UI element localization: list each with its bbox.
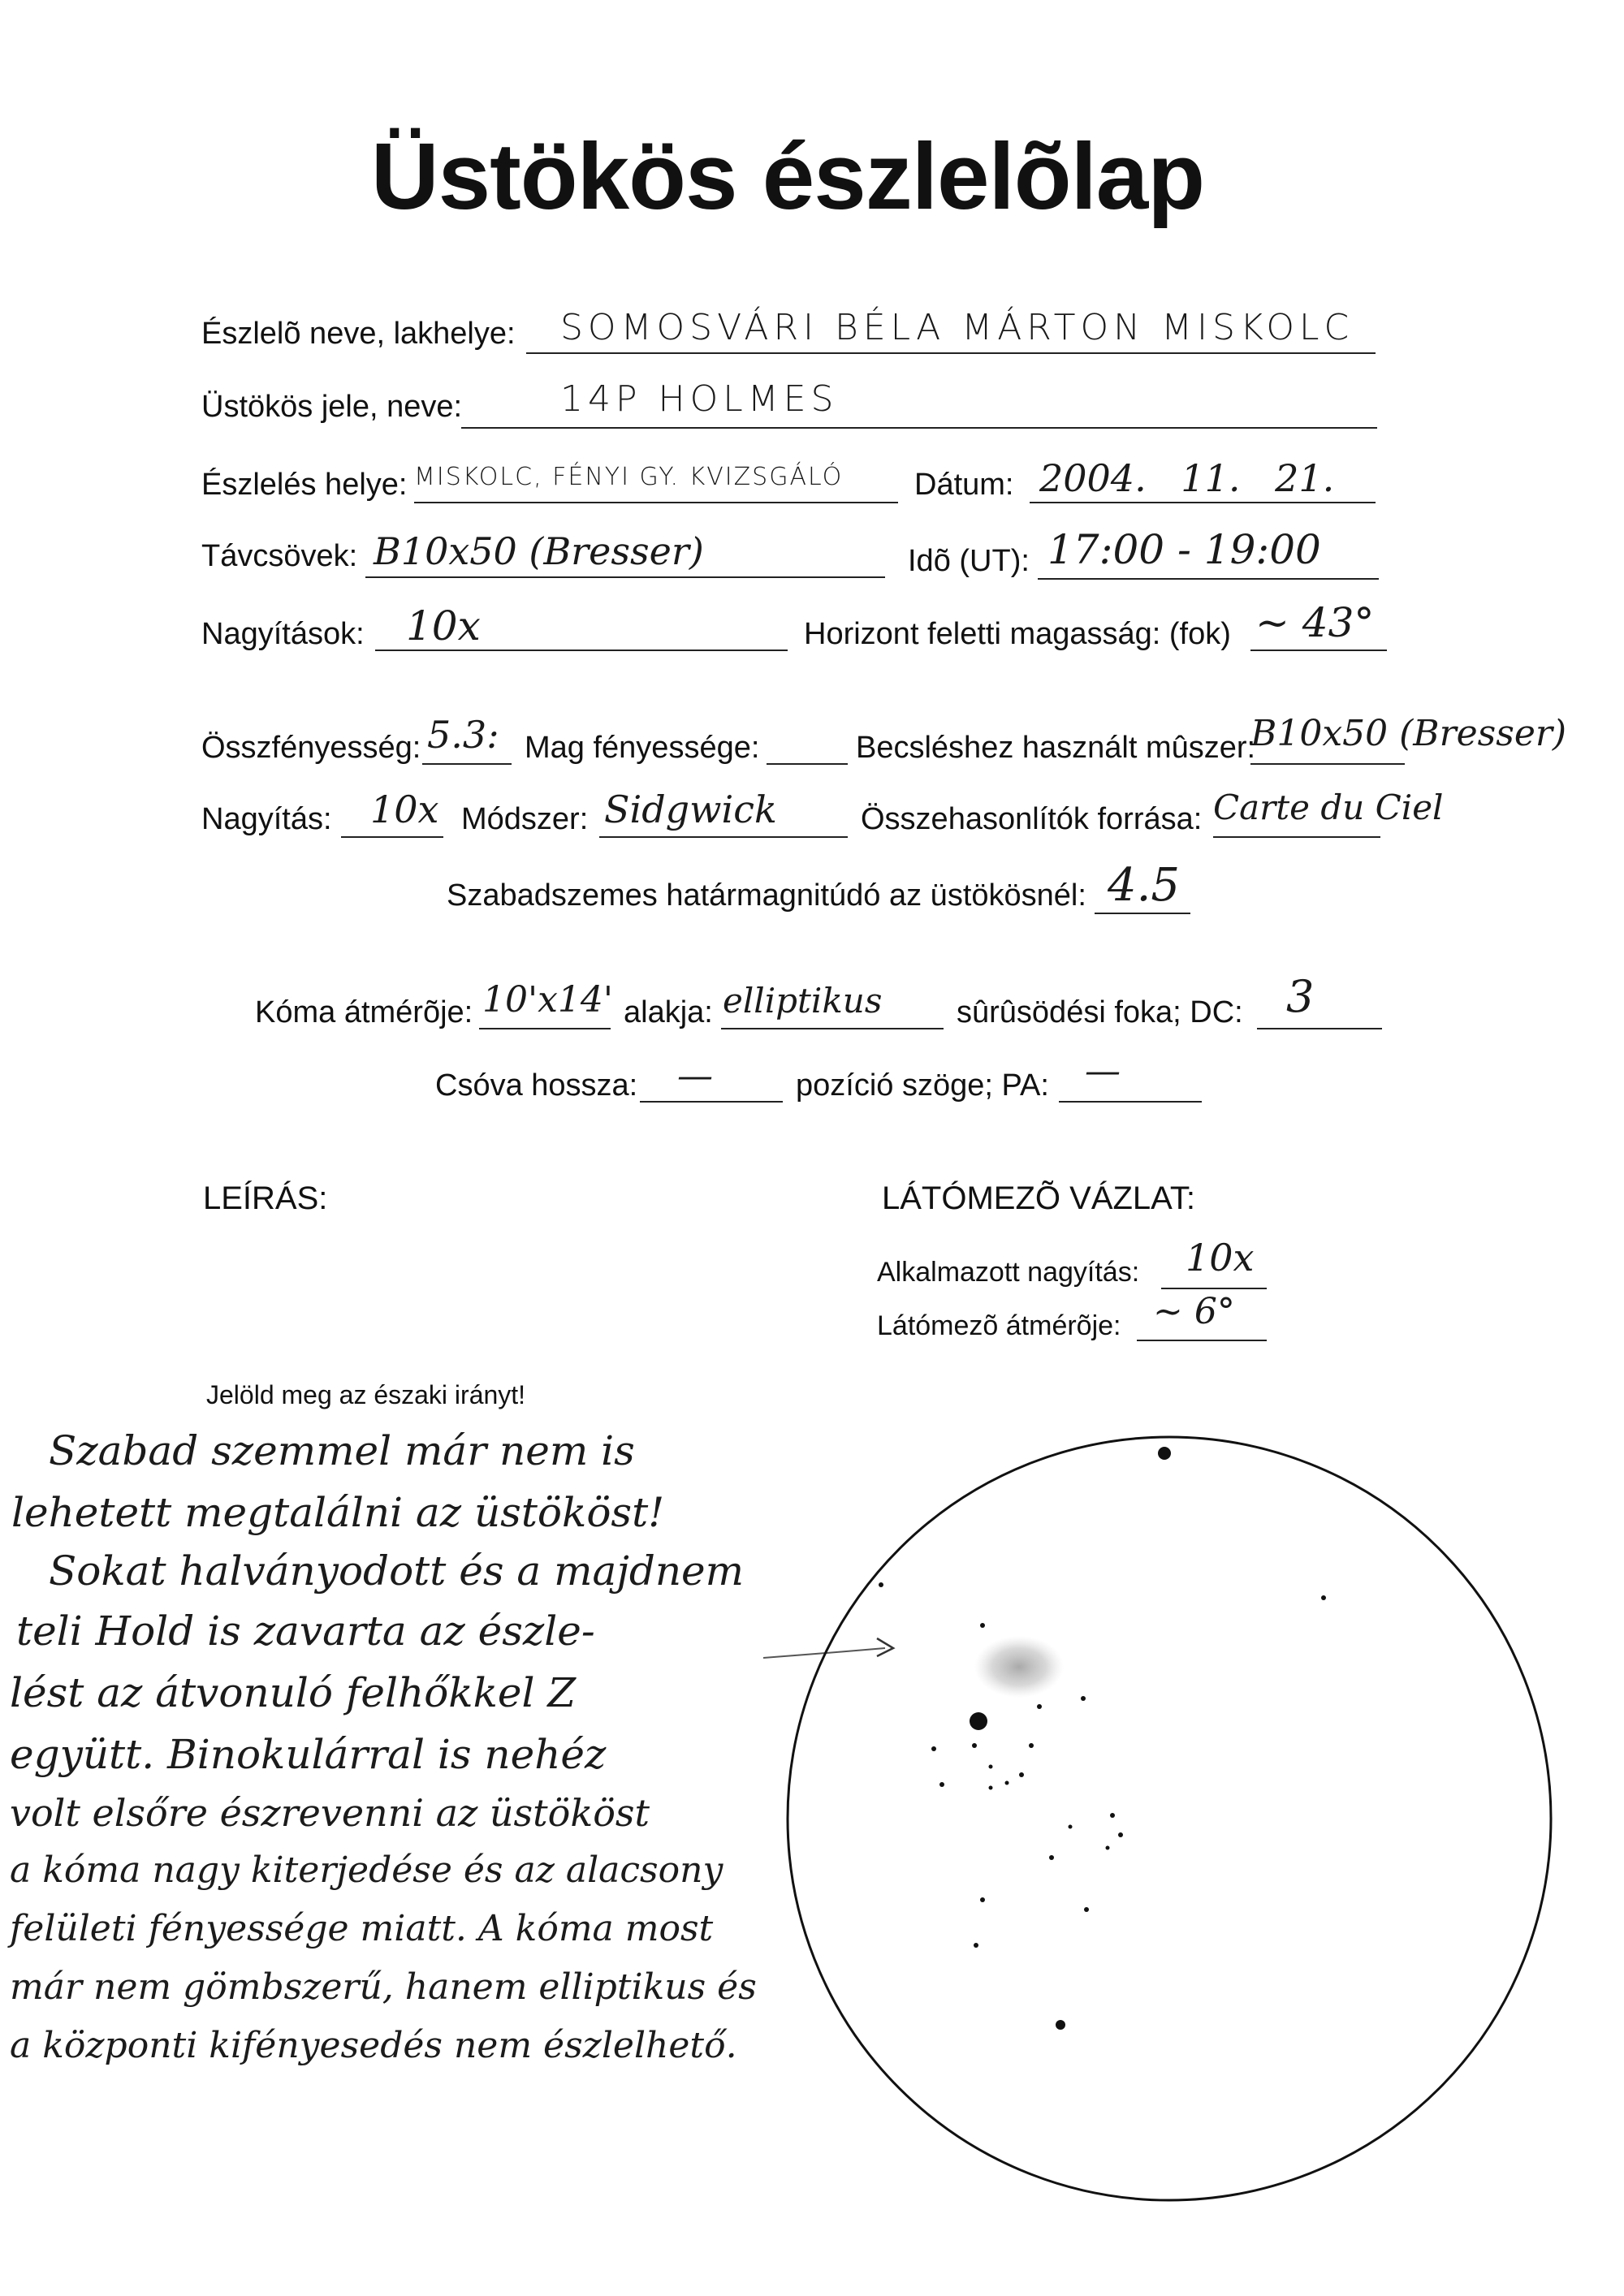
coma-value: 10'x14' bbox=[482, 979, 613, 1021]
observer-value: SOMOSVÁRI BÉLA MÁRTON MISKOLC bbox=[560, 307, 1354, 348]
comp-label: Összehasonlítók forrása: bbox=[861, 802, 1203, 836]
star bbox=[1118, 1832, 1123, 1837]
star bbox=[980, 1897, 985, 1902]
comet-value: 14P HOLMES bbox=[560, 378, 839, 420]
star bbox=[989, 1786, 993, 1790]
telescopes-value: B10x50 (Bresser) bbox=[374, 529, 704, 573]
sketch-magnif-label: Alkalmazott nagyítás: bbox=[877, 1257, 1140, 1288]
observer-label: Észlelõ neve, lakhelye: bbox=[201, 317, 516, 351]
core-mag-line bbox=[767, 763, 848, 765]
mag2-label: Nagyítás: bbox=[201, 802, 332, 836]
pa-value: — bbox=[1085, 1051, 1121, 1092]
sketch-magnif-line bbox=[1161, 1288, 1267, 1289]
time-line bbox=[1038, 578, 1379, 580]
method-line bbox=[599, 836, 848, 838]
star bbox=[989, 1765, 993, 1769]
site-line bbox=[414, 502, 898, 503]
magnif-line bbox=[375, 650, 788, 651]
description-line: már nem gömbszerű, hanem elliptikus és bbox=[10, 1966, 757, 2008]
description-line: volt elsőre észrevenni az üstököst bbox=[10, 1791, 650, 1835]
mag2-line bbox=[341, 836, 443, 838]
star bbox=[974, 1943, 978, 1948]
star bbox=[1019, 1772, 1024, 1777]
star bbox=[1049, 1855, 1054, 1860]
total-mag-line bbox=[422, 763, 512, 765]
stars bbox=[879, 1447, 1326, 2030]
star bbox=[1056, 2020, 1065, 2030]
star bbox=[972, 1743, 977, 1748]
star bbox=[1110, 1813, 1115, 1818]
description-line: a kóma nagy kiterjedése és az alacsony bbox=[10, 1849, 723, 1891]
pa-label: pozíció szöge; PA: bbox=[796, 1068, 1049, 1103]
total-mag-label: Összfényesség: bbox=[201, 731, 421, 765]
star bbox=[1037, 1704, 1042, 1709]
altitude-line bbox=[1250, 650, 1387, 651]
comet-line bbox=[461, 427, 1377, 429]
field-circle bbox=[788, 1437, 1551, 2200]
sketch-fov-line bbox=[1137, 1340, 1267, 1341]
method-label: Módszer: bbox=[461, 802, 589, 836]
site-label: Észlelés helye: bbox=[201, 468, 408, 502]
description-line: teli Hold is zavarta az észle- bbox=[16, 1608, 595, 1655]
comet-coma bbox=[974, 1636, 1064, 1698]
time-value: 17:00 - 19:00 bbox=[1047, 526, 1321, 573]
star bbox=[1081, 1696, 1086, 1701]
star bbox=[1106, 1846, 1110, 1850]
observer-line bbox=[526, 352, 1376, 354]
sketch-fov-value: ~ 6° bbox=[1153, 1291, 1235, 1332]
comp-value: Carte du Ciel bbox=[1213, 788, 1444, 827]
description-line: a központi kifényesedés nem észlelhető. bbox=[10, 2025, 737, 2066]
limit-line bbox=[1095, 913, 1190, 914]
limit-value: 4.5 bbox=[1108, 859, 1181, 912]
description-line: Sokat halványodott és a majdnem bbox=[49, 1547, 745, 1595]
star bbox=[1158, 1447, 1171, 1460]
star bbox=[939, 1782, 944, 1787]
star bbox=[1005, 1781, 1009, 1785]
date-line bbox=[1030, 502, 1376, 503]
date-value: 2004. 11. 21. bbox=[1039, 456, 1335, 500]
coma-line bbox=[479, 1028, 611, 1029]
field-of-view-sketch bbox=[763, 1413, 1592, 2225]
dc-value: 3 bbox=[1286, 971, 1315, 1022]
star bbox=[1084, 1907, 1089, 1912]
limit-label: Szabadszemes határmagnitúdó az üstökösnél: bbox=[447, 878, 1086, 913]
star bbox=[1321, 1595, 1326, 1600]
coma-label: Kóma átmérõje: bbox=[255, 995, 473, 1029]
sketch-fov-label: Látómezõ átmérõje: bbox=[877, 1310, 1121, 1341]
core-mag-label: Mag fényessége: bbox=[525, 731, 760, 765]
site-value: MISKOLC, FÉNYI GY. KVIZSGÁLÓ bbox=[414, 463, 844, 491]
arrow-icon bbox=[877, 1638, 893, 1656]
description-line: Szabad szemmel már nem is bbox=[49, 1427, 635, 1474]
pa-line bbox=[1059, 1101, 1202, 1103]
tail-value: — bbox=[677, 1055, 713, 1097]
sketch-magnif-value: 10x bbox=[1186, 1236, 1255, 1280]
dc-line bbox=[1257, 1028, 1382, 1029]
description-line: együtt. Binokulárral is nehéz bbox=[10, 1731, 607, 1778]
shape-line bbox=[721, 1028, 944, 1029]
mag2-value: 10x bbox=[370, 788, 439, 831]
dc-label: sûrûsödési foka; DC: bbox=[957, 995, 1243, 1029]
tail-line bbox=[640, 1101, 783, 1103]
star bbox=[980, 1623, 985, 1628]
total-mag-value: 5.3: bbox=[427, 713, 499, 757]
altitude-label: Horizont feletti magasság: (fok) bbox=[804, 617, 1231, 651]
instrument-label: Becsléshez használt mûszer: bbox=[856, 731, 1256, 765]
instrument-line bbox=[1250, 763, 1405, 765]
star bbox=[879, 1582, 883, 1587]
sketch-heading: LÁTÓMEZÕ VÁZLAT: bbox=[882, 1180, 1195, 1216]
north-hint: Jelöld meg az északi irányt! bbox=[206, 1380, 526, 1409]
time-label: Idõ (UT): bbox=[908, 544, 1030, 578]
page-title: Üstökös észlelõlap bbox=[370, 123, 1205, 229]
altitude-value: ~ 43° bbox=[1255, 599, 1375, 646]
star bbox=[1029, 1743, 1034, 1748]
comp-line bbox=[1213, 836, 1380, 838]
description-line: felületi fényessége miatt. A kóma most bbox=[10, 1908, 714, 1949]
telescopes-line bbox=[365, 576, 885, 578]
shape-label: alakja: bbox=[624, 995, 713, 1029]
telescopes-label: Távcsövek: bbox=[201, 539, 358, 573]
method-value: Sidgwick bbox=[604, 788, 777, 831]
description-heading: LEÍRÁS: bbox=[203, 1180, 328, 1216]
description-line: lehetett megtalálni az üstököst! bbox=[11, 1489, 665, 1536]
magnif-label: Nagyítások: bbox=[201, 617, 365, 651]
star bbox=[1069, 1825, 1073, 1829]
tail-label: Csóva hossza: bbox=[435, 1068, 638, 1103]
comet-label: Üstökös jele, neve: bbox=[201, 390, 463, 424]
star bbox=[931, 1746, 936, 1751]
shape-value: elliptikus bbox=[723, 981, 883, 1021]
instrument-value: B10x50 (Bresser) bbox=[1250, 713, 1567, 754]
star bbox=[970, 1712, 987, 1730]
description-line: lést az átvonuló felhőkkel Z bbox=[10, 1669, 577, 1716]
date-label: Dátum: bbox=[914, 468, 1014, 502]
magnif-value: 10x bbox=[406, 602, 481, 650]
